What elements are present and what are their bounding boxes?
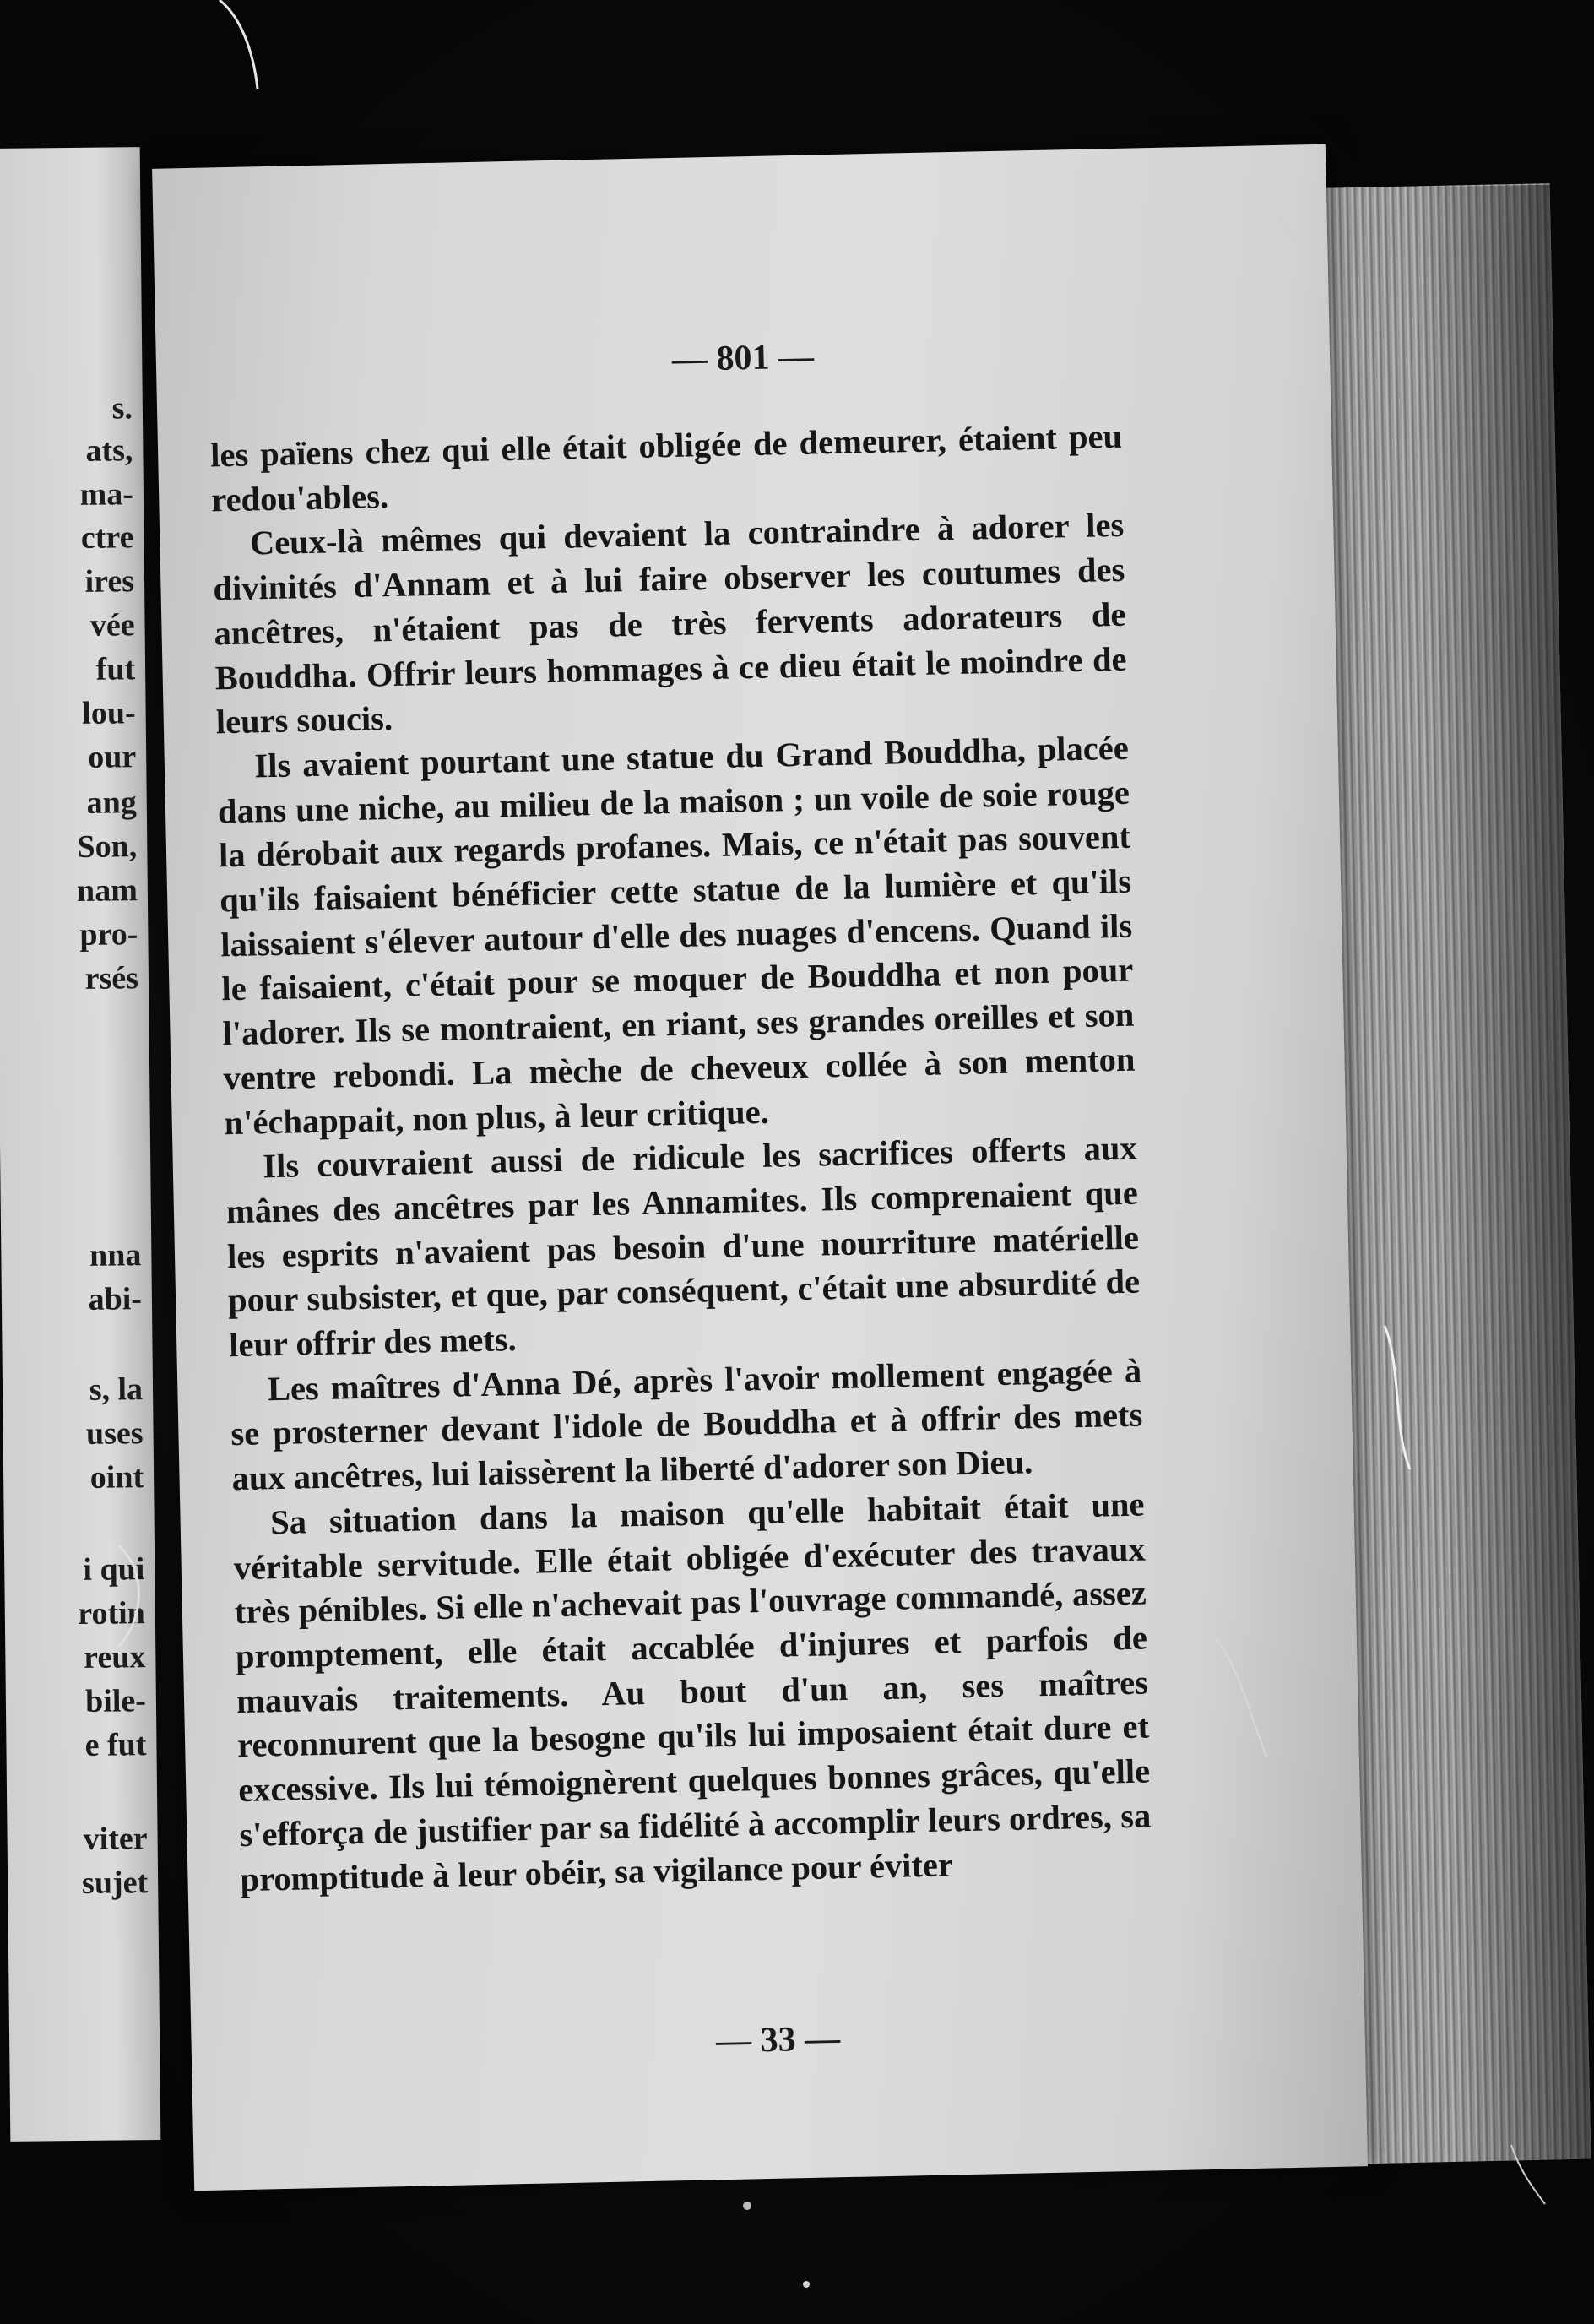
left-page-line: oint (89, 1459, 144, 1496)
left-page-line: vée (89, 607, 135, 643)
left-page-line: s, la (89, 1371, 144, 1408)
left-page-line: ctre (80, 519, 134, 556)
page-number: — 801 — (671, 337, 815, 379)
paragraph: les païens chez qui elle était obligée de demeurer, étaient peu redou'ables. (209, 416, 1123, 519)
left-page-line: lou- (82, 695, 136, 731)
left-page-line: rsés (84, 960, 139, 996)
left-page-line: ang (86, 785, 137, 821)
left-page-line: nna (89, 1237, 142, 1273)
left-page-line: abi- (88, 1281, 143, 1317)
left-page-line: uses (85, 1415, 144, 1452)
left-page-line: ats, (85, 432, 133, 469)
left-page-line: viter (83, 1821, 148, 1857)
signature-mark: — 33 — (715, 2019, 841, 2061)
left-page-line: pro- (79, 916, 138, 953)
left-page-line: s. (111, 390, 133, 426)
left-page-line: sujet (81, 1865, 149, 1901)
left-page-line: Son, (77, 828, 138, 865)
left-page-line: reux (83, 1639, 146, 1675)
left-page-line: our (87, 739, 137, 775)
left-page-line: nam (76, 872, 138, 909)
left-page-line: rotin (78, 1595, 146, 1632)
left-page-line: e fut (84, 1727, 147, 1763)
paragraph: Ils avaient pourtant une statue du Grand Bouddha, placée dans une niche, au milieu de la maison ; un voile de soie rouge la dérobait aux regards profanes. Mais, ce n'était pas souvent qu'ils faisaient bénéficier cette statue de la lumière et qu'ils laissaient s'élever autour d'elle des nuages d'encens. Quand ils le faisaient, c'était pour se moquer de Bouddha et non pour l'adorer. Ils se montraient, en riant, ses grandes oreilles et son ventre rebondi. La mèche de cheveux collée à son menton n'échappait, non plus, à leur critique. (217, 728, 1136, 1142)
left-page-line: ma- (79, 476, 134, 513)
paragraph: Les maîtres d'Anna Dé, après l'avoir mollement engagée à se prosterner devant l'idole de Bouddha et à offrir des mets aux ancêtres, lui laissèrent la liberté d'adorer son Dieu. (230, 1351, 1143, 1498)
left-page-line: fut (95, 651, 136, 687)
paragraph: Sa situation dans la maison qu'elle habitait était une véritable servitude. Elle était obligée d'exécuter des travaux très pénibles. Si elle n'achevait pas l'ouvrage commandé, assez promptement, elle était accablée d'injures et parfois de mauvais traitements. Au bout d'un an, ses maîtres reconnurent que la besogne qu'ils lui imposaient était dure et excessive. Ils lui témoignèrent quelques bonnes grâces, qu'elle s'efforça de justifier par sa fidélité à accomplir leurs ordres, sa promptitude à leur obéir, sa vigilance pour éviter (233, 1485, 1152, 1898)
paragraph: Ceux-là mêmes qui devaient la contraindre à adorer les divinités d'Annam et à lui faire observer les coutumes des ancêtres, n'étaient pas de très fervents adorateurs de Bouddha. Offrir leurs hommages à ce dieu était le moindre de leurs soucis. (213, 506, 1127, 741)
paragraph: Ils couvraient aussi de ridicule les sacrifices offerts aux mânes des ancêtres par les Annamites. Ils comprenaient que les esprits n'avaient pas besoin d'une nourriture matérielle pour subsister, et que, par conséquent, c'était une absurdité de leur offrir des mets. (225, 1128, 1141, 1365)
left-page-line: ires (84, 563, 135, 600)
left-page-line: i qui (83, 1551, 145, 1588)
left-page-line: bile- (84, 1683, 147, 1719)
